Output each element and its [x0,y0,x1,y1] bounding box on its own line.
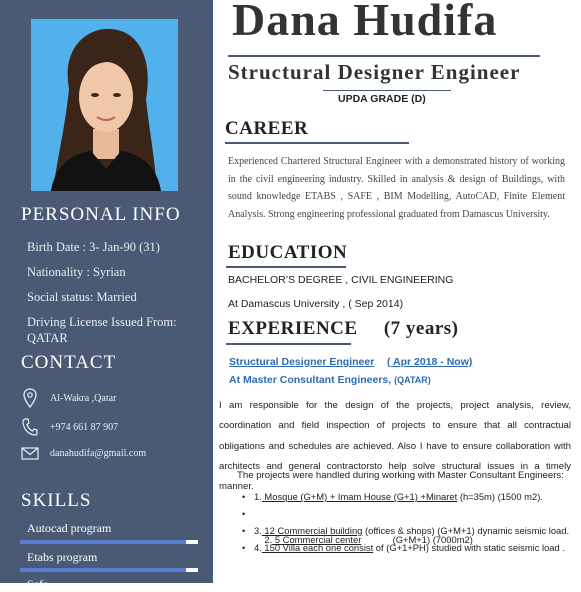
skill-label: Etabs program [27,550,98,564]
company-country: (QATAR) [394,375,431,385]
profile-photo [31,19,178,191]
job-role-title: Structural Designer Engineer [228,60,521,84]
bullet-icon: • [242,542,246,553]
education-degree: BACHELOR’S DEGREE , CIVIL ENGINEERING [228,274,454,286]
project-name: 12 Commercial building [261,525,363,536]
project-details: (h=35m) (1500 m2). [457,491,543,502]
skill-bar-fill [20,568,186,572]
sidebar [0,0,213,591]
project-number: 2. [264,534,273,545]
experience-underline [226,343,351,345]
bullet-icon: • [242,491,246,502]
role-underline [323,90,451,91]
education-title: EDUCATION [228,242,348,263]
project-name: Mosque (G+M) + Imam House (G+1) +Minaret [261,491,458,502]
project-number: 4. [254,542,262,553]
phone-text[interactable]: +974 661 87 907 [50,421,119,433]
career-title: CAREER [225,118,309,139]
address-text: Al-Wakra ,Qatar [50,392,117,404]
personal-info-title: PERSONAL INFO [21,204,181,225]
list-item [242,524,574,537]
skill-label: Safe [27,577,49,591]
contact-phone [20,416,119,438]
skills-title: SKILLS [21,490,92,511]
skill-bar [20,540,198,544]
career-underline [225,142,409,144]
list-item [242,541,574,554]
job-company [229,374,431,386]
projects-intro: The projects were handled during working with Master Consultant Engineers: [237,470,564,481]
skill-label: Autocad program [27,521,112,535]
project-details: (G+M+1) (7000m2) [361,534,473,545]
list-item [242,490,574,503]
location-pin-icon [20,387,40,409]
project-details: of (G+1+PH) studied with static seismic load . [373,542,565,553]
job-description: I am responsible for the design of the projects, project analysis, review, coordination and field inspection of projects to ensure that all contractual obligations and schedules are achieved. Also I have to ensure collaboration with architects and general contractorsto help solve structural issues in a timely manner. [219,400,571,493]
phone-icon [20,416,40,438]
education-school: At Damascus University , ( Sep 2014) [228,298,404,310]
contact-address [20,387,117,409]
project-details: (offices & shops) (G+M+1) dynamic seismic load. [362,525,570,536]
bullet-icon: • [242,508,246,519]
main-content [213,0,581,583]
project-number: 3. [254,525,262,536]
envelope-icon [20,442,40,464]
job-date: ( Apr 2018 - Now) [387,356,473,368]
nationality: Nationality : Syrian [27,265,126,279]
email-text[interactable]: danahudifa@gmail.com [50,447,147,459]
project-name: 150 Villa each one consist [261,542,374,553]
project-name: 5 Commercial center [272,534,362,545]
name-underline [228,55,540,57]
skill-bar-fill [20,540,186,544]
candidate-name: Dana Hudifa [232,0,498,45]
company-name: At Master Consultant Engineers, [229,374,392,386]
bullet-icon: • [242,525,246,536]
job-title: Structural Designer Engineer [229,356,375,368]
contact-title: CONTACT [21,352,117,373]
project-number: 1. [254,491,262,502]
birth-date: Birth Date : 3- Jan-90 (31) [27,240,160,254]
social-status: Social status: Married [27,290,137,304]
skill-bar [20,568,198,572]
education-underline [226,266,346,268]
driving-license-country: QATAR [27,331,68,345]
upda-grade: UPDA GRADE (D) [338,93,426,105]
driving-license-label: Driving License Issued From: [27,315,177,329]
experience-title: EXPERIENCE (7 years) [228,318,459,339]
career-summary: Experienced Chartered Structural Engineer with a demonstrated history of working in the civil engineering industry. Skilled in analysis & design of Buildings, with sound knowledge ETABS , SAFE , BIM Modelling, AutoCAD, Finite Element Analysis. Strong engineering professional graduated from Damascus University. [228,156,565,220]
contact-email [20,442,147,464]
